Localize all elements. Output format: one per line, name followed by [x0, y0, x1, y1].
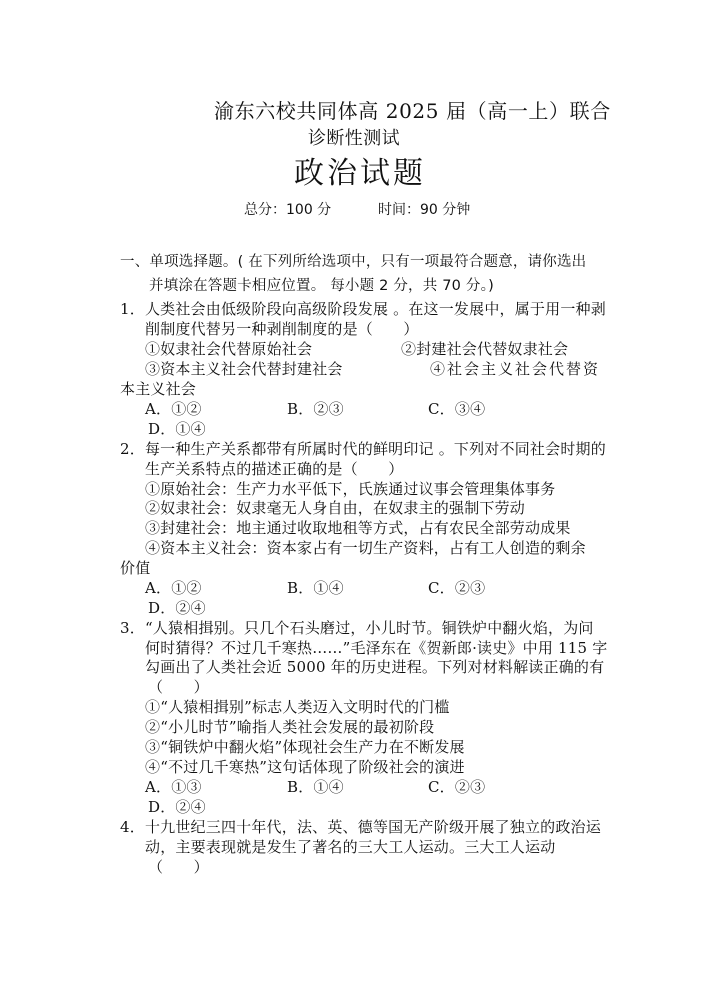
option-a: A．①② [145, 579, 202, 597]
statement-item-continued: 价值 [120, 559, 151, 577]
option-c: C．③④ [428, 400, 486, 418]
statement-item: ②“小儿时节”喻指人类社会发展的最初阶段 [145, 718, 435, 736]
question-stem: 1．人类社会由低级阶段向高级阶段发展 。在这一发展中，属于用一种剥 [120, 300, 606, 318]
question-stem: 生产关系特点的描述正确的是（ ） [145, 460, 404, 478]
option-d: D．②④ [148, 798, 206, 816]
statement-item: ②奴隶社会：奴隶毫无人身自由，在奴隶主的强制下劳动 [145, 499, 526, 517]
statement-item: ③资本主义社会代替封建社会 [145, 360, 343, 378]
question-stem: 3．“人猿相揖别。只几个石头磨过，小儿时节。铜铁炉中翻火焰，为问 [120, 619, 594, 637]
option-b: B．②③ [287, 400, 344, 418]
statement-item: ①“人猿相揖别”标志人类迈入文明时代的门槛 [145, 698, 450, 716]
option-d: D．①④ [148, 420, 206, 438]
exam-time: 时间：90 分钟 [378, 202, 471, 218]
exam-title-line2: 诊断性测试 [308, 128, 400, 149]
question-stem: （ ） [148, 678, 209, 696]
question-stem: 4．十九世纪三四十年代，法、英、德等国无产阶级开展了独立的政治运 [120, 818, 601, 836]
option-c: C．②③ [428, 579, 486, 597]
total-score: 总分：100 分 [244, 202, 332, 218]
question-stem: 削制度代替另一种剥削制度的是（ ） [145, 320, 419, 338]
question-stem: 勾画出了人类社会近 5000 年的历史进程。下列对材料解读正确的有 [145, 658, 605, 676]
question-stem: （ ） [148, 858, 209, 876]
statement-item: ③“铜铁炉中翻火焰”体现社会生产力在不断发展 [145, 738, 465, 756]
question-stem: 2．每一种生产关系都带有所属时代的鲜明印记 。下列对不同社会时期的 [120, 440, 606, 458]
statement-item: ④社会主义社会代替资 [430, 360, 601, 378]
option-a: A．①② [145, 400, 202, 418]
statement-item-continued: 本主义社会 [120, 380, 197, 398]
statement-item: ②封建社会代替奴隶社会 [401, 340, 569, 358]
statement-item: ①奴隶社会代替原始社会 [145, 340, 313, 358]
option-b: B．①④ [287, 579, 344, 597]
section-heading-line1: 一、单项选择题。( 在下列所给选项中，只有一项最符合题意，请你选出 [120, 254, 587, 270]
statement-item: ④资本主义社会：资本家占有一切生产资料，占有工人创造的剩余 [145, 539, 586, 557]
statement-item: ④“不过几千寒热”这句话体现了阶级社会的演进 [145, 758, 465, 776]
option-b: B．①④ [287, 778, 344, 796]
section-heading-line2: 并填涂在答题卡相应位置。 每小题 2 分，共 70 分。) [149, 278, 494, 294]
statement-item: ③封建社会：地主通过收取地租等方式，占有农民全部劳动成果 [145, 519, 571, 537]
question-stem: 动，主要表现就是发生了著名的三大工人运动。三大工人运动 [145, 838, 556, 856]
option-d: D．②④ [148, 599, 206, 617]
exam-title-line1: 渝东六校共同体高 2025 届（高一上）联合 [214, 99, 611, 123]
option-a: A．①③ [145, 778, 202, 796]
subject-title: 政治试题 [294, 156, 426, 191]
option-c: C．②③ [428, 778, 486, 796]
question-stem: 何时猜得？不过几千寒热……”毛泽东在《贺新郎·读史》中用 115 字 [145, 639, 608, 657]
statement-item: ①原始社会：生产力水平低下，氏族通过议事会管理集体事务 [145, 480, 556, 498]
